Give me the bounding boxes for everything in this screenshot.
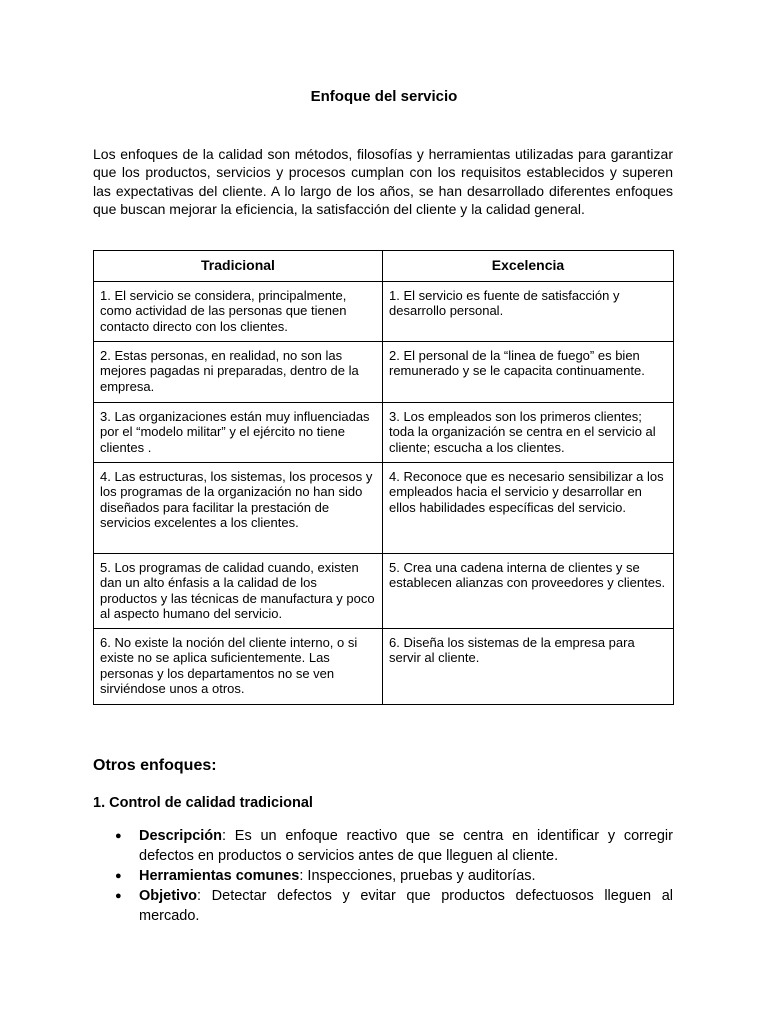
document-title: Enfoque del servicio <box>310 88 458 105</box>
bullet-text: : Detectar defectos y evitar que productos defectuosos lleguen al mercado. <box>139 888 673 924</box>
bullet-term: Descripción <box>139 828 222 844</box>
table-row <box>94 403 674 463</box>
bullet-text: : Es un enfoque reactivo que se centra en identificar y corregir defectos en productos o servicios antes de que lleguen al cliente. <box>139 828 673 864</box>
table-cell-excelencia: 1. El servicio es fuente de satisfacción y desarrollo personal. <box>383 282 674 342</box>
table-header-row <box>94 251 674 282</box>
table-row <box>94 282 674 342</box>
table-row <box>94 554 674 629</box>
comparison-table <box>93 250 674 705</box>
section-title: 1. Control de calidad tradicional <box>93 795 313 811</box>
list-item <box>93 826 673 866</box>
table-cell-excelencia: 6. Diseña los sistemas de la empresa para servir al cliente. <box>383 629 674 705</box>
list-item <box>93 866 673 886</box>
bullet-term: Objetivo <box>139 888 198 904</box>
table-cell-excelencia: 2. El personal de la “linea de fuego” es bien remunerado y se le capacita continuamente. <box>383 342 674 403</box>
intro-paragraph: Los enfoques de la calidad son métodos, filosofías y herramientas utilizadas para garantizar que los productos, servicios y procesos cumplan con los requisitos establecidos y superen las expectativas del cliente. A lo largo de los años, se han desarrollado diferentes enfoques que buscan mejorar la eficiencia, la satisfacción del cliente y la calidad general. <box>93 146 673 217</box>
bullet-icon: ● <box>115 870 122 882</box>
header-tradicional: Tradicional <box>94 251 383 282</box>
table-cell-tradicional: 4. Las estructuras, los sistemas, los procesos y los programas de la organización no han sido diseñados para facilitar la prestación de servicios excelentes a los clientes. <box>94 463 383 554</box>
list-item <box>93 886 673 926</box>
table-cell-excelencia: 5. Crea una cadena interna de clientes y se establecen alianzas con proveedores y clientes. <box>383 554 674 629</box>
header-excelencia: Excelencia <box>383 251 674 282</box>
bullet-icon: ● <box>115 830 122 842</box>
table-cell-tradicional: 3. Las organizaciones están muy influenciadas por el “modelo militar” y el ejército no tiene clientes . <box>94 403 383 463</box>
table-row <box>94 629 674 705</box>
others-heading: Otros enfoques: <box>93 757 217 774</box>
table-cell-tradicional: 5. Los programas de calidad cuando, existen dan un alto énfasis a la calidad de los productos y las técnicas de manufactura y poco al aspecto humano del servicio. <box>94 554 383 629</box>
table-cell-tradicional: 6. No existe la noción del cliente interno, o si existe no se aplica suficientemente. Las personas y los departamentos no se ven sirviéndose unos a otros. <box>94 629 383 705</box>
table-cell-tradicional: 2. Estas personas, en realidad, no son las mejores pagadas ni preparadas, dentro de la empresa. <box>94 342 383 403</box>
table-row <box>94 463 674 554</box>
table-row <box>94 342 674 403</box>
bullet-list <box>93 826 673 926</box>
bullet-icon: ● <box>115 890 122 902</box>
table-cell-excelencia: 4. Reconoce que es necesario sensibilizar a los empleados hacia el servicio y desarrollar en ellos habilidades específicas del servicio. <box>383 463 674 554</box>
bullet-term: Herramientas comunes <box>139 868 300 884</box>
table-cell-tradicional: 1. El servicio se considera, principalmente, como actividad de las personas que tienen contacto directo con los clientes. <box>94 282 383 342</box>
table-cell-excelencia: 3. Los empleados son los primeros clientes; toda la organización se centra en el servicio al cliente; escucha a los clientes. <box>383 403 674 463</box>
bullet-text: : Inspecciones, pruebas y auditorías. <box>299 868 536 884</box>
